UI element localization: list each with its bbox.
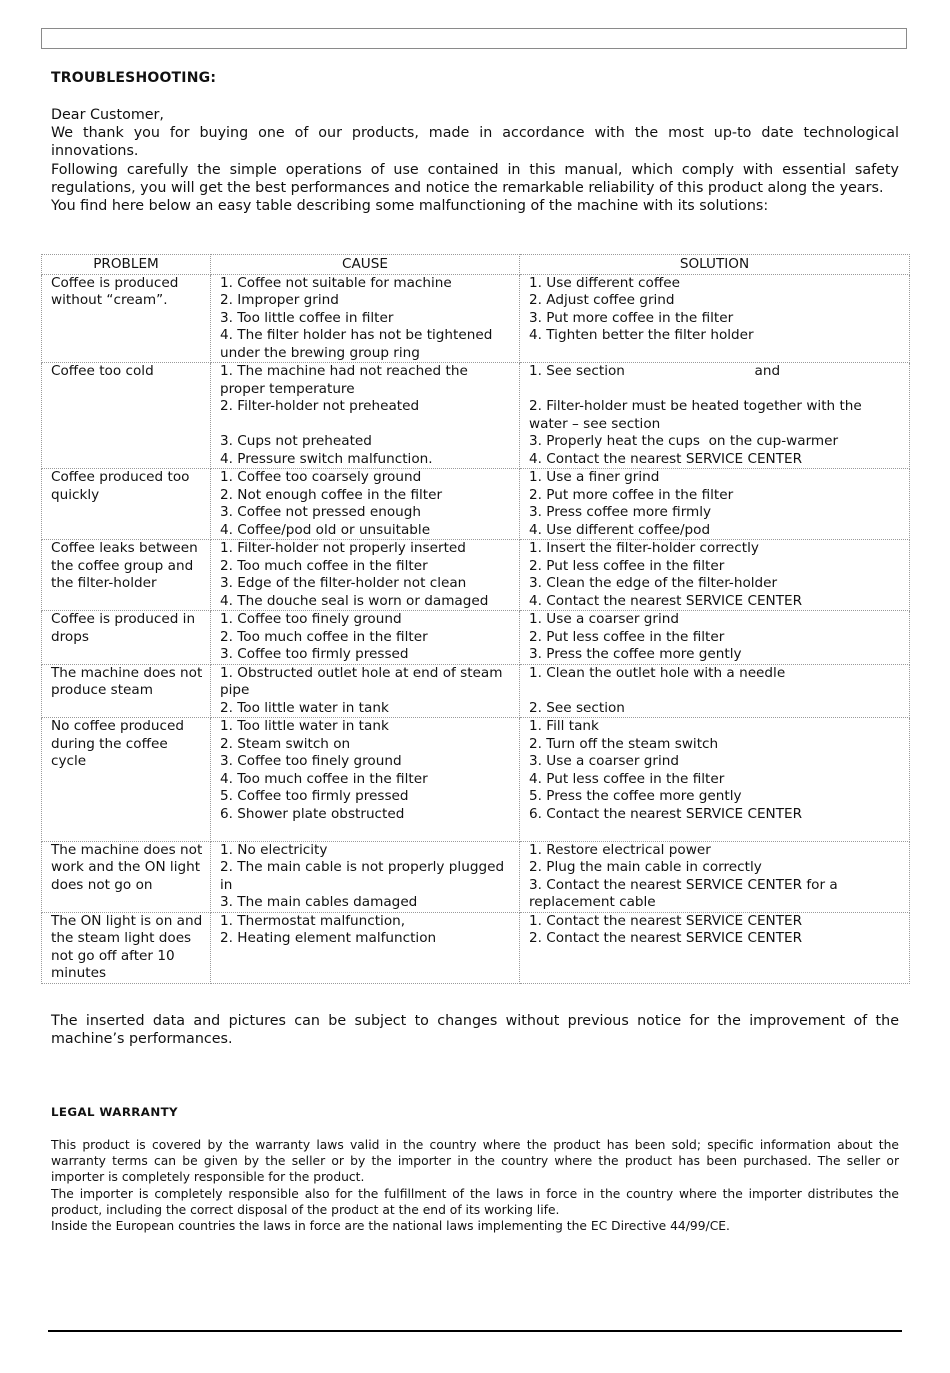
cause-item: 1. Obstructed outlet hole at end of steam pipe (220, 664, 507, 698)
problem-cell: The machine does not work and the ON light does not go on (42, 841, 211, 912)
cause-cell (211, 611, 520, 665)
cause-item: 4. The douche seal is worn or damaged (220, 592, 489, 609)
table-row (42, 611, 910, 665)
warranty-paragraph: This product is covered by the warranty laws valid in the country where the product has been sold; specific information about the warranty terms can be given by the seller or by the importer in the country where the product has been purchased. The seller or importer is completely responsible for the product. (51, 1138, 899, 1185)
problem-cell: Coffee is produced without “cream”. (42, 274, 211, 363)
solution-item: 1. Use a coarser grind (529, 611, 679, 627)
table-header-row (42, 255, 910, 275)
cause-item: 2. Steam switch on (220, 735, 351, 752)
solution-item (529, 823, 903, 841)
cause-item: 2. Improper grind (220, 292, 339, 308)
solution-item: 4. Contact the nearest SERVICE CENTER (529, 450, 803, 467)
cause-item: 2. Not enough coffee in the filter (220, 486, 443, 503)
section-title: TROUBLESHOOTING: (51, 70, 217, 86)
table-row (42, 274, 910, 363)
cause-cell (211, 841, 520, 912)
solution-item: 3. Put more coffee in the filter (529, 309, 734, 326)
problem-cell: Coffee is produced in drops (42, 611, 211, 665)
problem-cell: The machine does not produce steam (42, 664, 211, 718)
cause-item: 3. Coffee not pressed enough (220, 504, 422, 520)
intro-paragraph: We thank you for buying one of our products, made in accordance with the most up-to date technological innovations. (51, 125, 899, 160)
solution-item: 3. Use a coarser grind (529, 753, 679, 769)
cause-item: 1. Coffee not suitable for machine (220, 274, 452, 291)
solution-item: 5. Press the coffee more gently (529, 788, 742, 804)
solution-item: 4. Put less coffee in the filter (529, 770, 725, 787)
header-problem: PROBLEM (42, 255, 211, 275)
cause-item: 3. Coffee too finely ground (220, 753, 402, 769)
table-row (42, 664, 910, 718)
table-row (42, 912, 910, 983)
solution-item: 1. Use a finer grind (529, 469, 660, 485)
solution-cell (520, 912, 910, 983)
table-row (42, 469, 910, 540)
header-box (41, 28, 907, 49)
solution-item: 2. See section (529, 699, 625, 716)
cause-item: 1. Too little water in tank (220, 718, 389, 734)
solution-cell (520, 274, 910, 363)
solution-item (529, 682, 903, 700)
cause-item: 3. Cups not preheated (220, 433, 372, 449)
footer-rule (48, 1330, 902, 1332)
warranty-text (51, 1137, 899, 1234)
table-row (42, 841, 910, 912)
solution-item: 2. Put less coffee in the filter (529, 557, 725, 574)
cause-item: 2. Too much coffee in the filter (220, 557, 428, 574)
cause-item: 1. Thermostat malfunction, (220, 912, 406, 929)
table-body (42, 274, 910, 983)
cause-cell (211, 540, 520, 611)
cause-item (220, 416, 513, 434)
solution-item: 1. See section and (529, 363, 781, 379)
cause-item: 1. Filter-holder not properly inserted (220, 540, 466, 556)
solution-item: 3. Press the coffee more gently (529, 646, 742, 662)
cause-item: 2. Too little water in tank (220, 699, 389, 716)
table-row (42, 540, 910, 611)
solution-item: 1. Insert the filter-holder correctly (529, 540, 759, 556)
intro-greeting: Dear Customer, (51, 107, 164, 123)
solution-item: 6. Contact the nearest SERVICE CENTER (529, 805, 803, 822)
solution-item: 1. Use different coffee (529, 274, 680, 291)
cause-item (220, 823, 513, 841)
solution-item: 1. Clean the outlet hole with a needle (529, 664, 786, 681)
intro-paragraph: You find here below an easy table describing some malfunctioning of the machine with its solutions: (51, 198, 769, 215)
solution-cell (520, 469, 910, 540)
cause-cell (211, 274, 520, 363)
solution-cell (520, 841, 910, 912)
solution-item: 4. Tighten better the filter holder (529, 327, 754, 343)
cause-item: 1. No electricity (220, 841, 328, 858)
cause-item: 6. Shower plate obstructed (220, 805, 405, 822)
cause-item: 4. Coffee/pod old or unsuitable (220, 521, 431, 538)
table-row (42, 363, 910, 469)
problem-cell: The ON light is on and the steam light does not go off after 10 minutes (42, 912, 211, 983)
problem-cell: No coffee produced during the coffee cycle (42, 718, 211, 842)
cause-item: 4. The filter holder has not be tightened under the brewing group ring (220, 327, 497, 361)
warranty-paragraph: Inside the European countries the laws in force are the national laws implementing the EC Directive 44/99/CE. (51, 1219, 730, 1234)
troubleshooting-table (41, 254, 910, 984)
solution-item: 2. Filter-holder must be heated together with the water – see section (529, 398, 867, 432)
cause-item: 2. Filter-holder not preheated (220, 398, 420, 414)
solution-item: 3. Contact the nearest SERVICE CENTER for a replacement cable (529, 876, 843, 910)
solution-item: 3. Properly heat the cups on the cup-warmer (529, 433, 839, 449)
solution-item (529, 381, 903, 399)
cause-cell (211, 363, 520, 469)
solution-item: 4. Use different coffee/pod (529, 521, 711, 538)
cause-item: 1. Coffee too coarsely ground (220, 469, 422, 485)
cause-item: 3. The main cables damaged (220, 894, 418, 910)
intro-text (51, 106, 899, 215)
solution-item: 2. Put less coffee in the filter (529, 628, 725, 645)
solution-item: 3. Press coffee more firmly (529, 504, 712, 520)
problem-cell: Coffee produced too quickly (42, 469, 211, 540)
solution-cell (520, 363, 910, 469)
solution-item: 1. Restore electrical power (529, 841, 711, 858)
cause-item: 2. The main cable is not properly plugged in (220, 859, 509, 893)
table-row (42, 718, 910, 842)
cause-item: 4. Too much coffee in the filter (220, 770, 428, 787)
cause-item: 3. Edge of the filter-holder not clean (220, 575, 467, 591)
header-cause: CAUSE (211, 255, 520, 275)
intro-paragraph: Following carefully the simple operations of use contained in this manual, which comply with essential safety regulations, you will get the best performances and notice the remarkable reliability of this product along the years. (51, 161, 899, 196)
cause-item: 4. Pressure switch malfunction. (220, 450, 433, 467)
cause-cell (211, 664, 520, 718)
problem-cell: Coffee leaks between the coffee group and the filter-holder (42, 540, 211, 611)
warranty-title: LEGAL WARRANTY (51, 1105, 178, 1119)
cause-cell (211, 912, 520, 983)
solution-cell (520, 664, 910, 718)
solution-item: 2. Plug the main cable in correctly (529, 859, 762, 875)
solution-cell (520, 611, 910, 665)
solution-cell (520, 718, 910, 842)
problem-cell: Coffee too cold (42, 363, 211, 469)
solution-item: 2. Adjust coffee grind (529, 292, 675, 308)
cause-cell (211, 718, 520, 842)
solution-cell (520, 540, 910, 611)
cause-item: 2. Too much coffee in the filter (220, 628, 428, 645)
solution-item: 2. Turn off the steam switch (529, 735, 719, 752)
change-notice: The inserted data and pictures can be subject to changes without previous notice for the improvement of the machine’s performances. (51, 1013, 899, 1048)
cause-item: 5. Coffee too firmly pressed (220, 788, 409, 804)
solution-item: 3. Clean the edge of the filter-holder (529, 575, 778, 591)
solution-item: 2. Put more coffee in the filter (529, 486, 734, 503)
solution-item: 4. Contact the nearest SERVICE CENTER (529, 592, 803, 609)
cause-item: 1. Coffee too finely ground (220, 611, 402, 627)
cause-item: 3. Too little coffee in filter (220, 309, 394, 326)
solution-item: 1. Contact the nearest SERVICE CENTER (529, 912, 803, 929)
cause-item: 2. Heating element malfunction (220, 930, 437, 946)
cause-item: 1. The machine had not reached the proper temperature (220, 363, 473, 397)
header-solution: SOLUTION (520, 255, 910, 275)
warranty-paragraph: The importer is completely responsible also for the fulfillment of the laws in force in the country where the importer distributes the product, including the correct disposal of the product at the end of its working life. (51, 1186, 899, 1217)
solution-item: 2. Contact the nearest SERVICE CENTER (529, 930, 803, 946)
cause-cell (211, 469, 520, 540)
cause-item: 3. Coffee too firmly pressed (220, 646, 409, 662)
solution-item: 1. Fill tank (529, 718, 599, 734)
